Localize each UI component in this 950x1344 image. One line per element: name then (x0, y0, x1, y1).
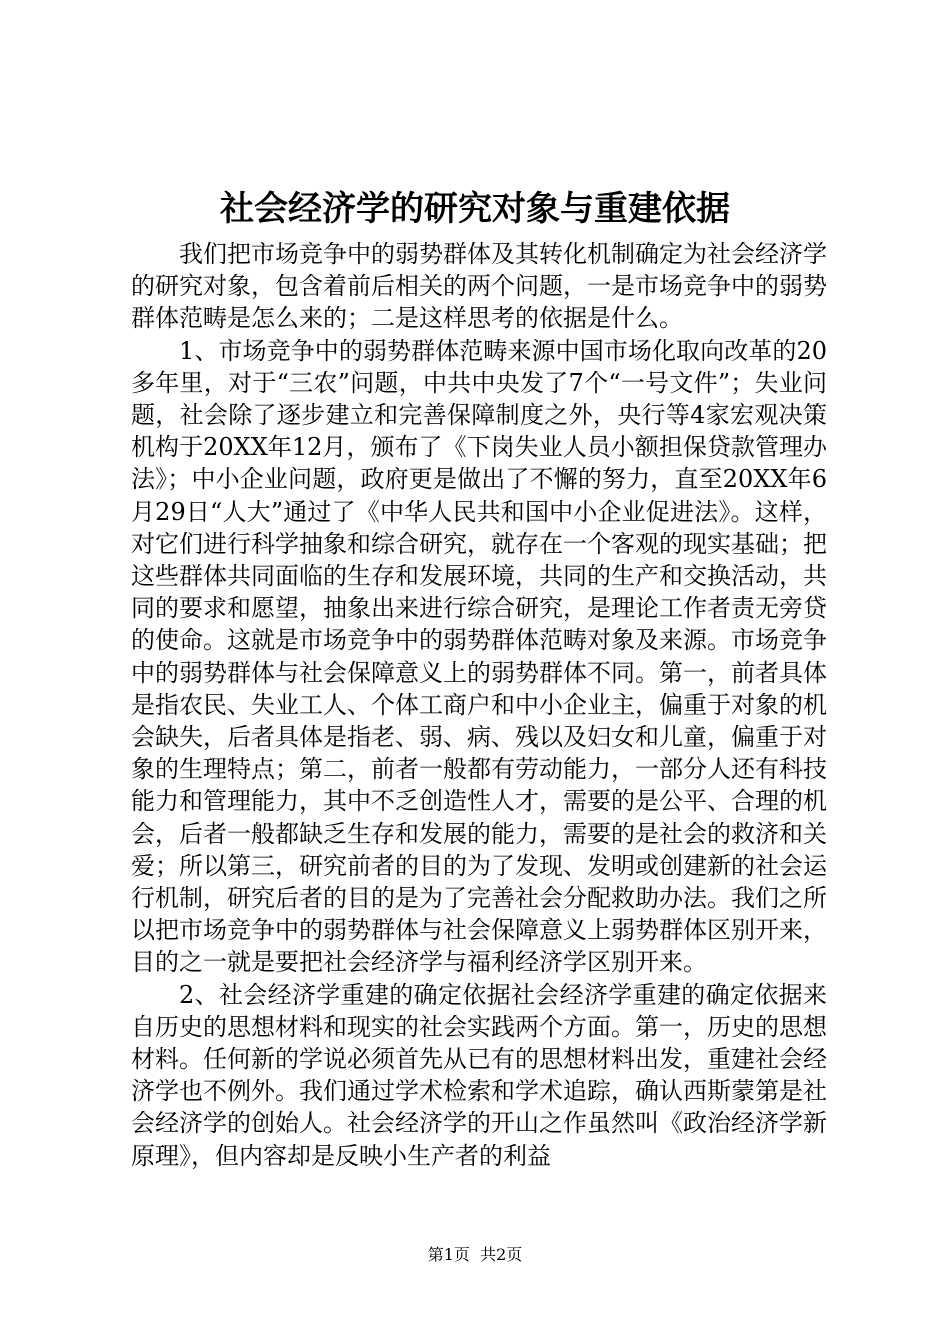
page-number: 第1页 (427, 1245, 470, 1264)
page-footer (0, 1244, 950, 1266)
footer-spacer (470, 1245, 480, 1264)
paragraph-section-1: 1、市场竞争中的弱势群体范畴来源中国市场化取向改革的20多年里，对于“三农”问题，中共中央发了7个“一号文件”；失业问题，社会除了逐步建立和完善保障制度之外，央行等4家宏观决策机构于20XX年12月，颁布了《下岗失业人员小额担保贷款管理办法》；中小企业问题，政府更是做出了不懈的努力，直至20XX年6月29日“人大”通过了《中华人民共和国中小企业促进法》。这样，对它们进行科学抽象和综合研究，就存在一个客观的现实基础；把这些群体共同面临的生存和发展环境，共同的生产和交换活动，共同的要求和愿望，抽象出来进行综合研究，是理论工作者责无旁贷的使命。这就是市场竞争中的弱势群体范畴对象及来源。市场竞争中的弱势群体与社会保障意义上的弱势群体不同。第一，前者具体是指农民、失业工人、个体工商户和中小企业主，偏重于对象的机会缺失，后者具体是指老、弱、病、残以及妇女和儿童，偏重于对象的生理特点；第二，前者一般都有劳动能力，一部分人还有科技能力和管理能力，其中不乏创造性人才，需要的是公平、合理的机会，后者一般都缺乏生存和发展的能力，需要的是社会的救济和关爱；所以第三，研究前者的目的为了发现、发明或创建新的社会运行机制，研究后者的目的是为了完善社会分配救助办法。我们之所以把市场竞争中的弱势群体与社会保障意义上弱势群体区别开来，目的之一就是要把社会经济学与福利经济学区别开来。 (131, 336, 827, 977)
total-pages: 共2页 (480, 1245, 523, 1264)
document-body (131, 238, 827, 1172)
document-title: 社会经济学的研究对象与重建依据 (220, 189, 730, 229)
paragraph-section-2: 2、社会经济学重建的确定依据社会经济学重建的确定依据来自历史的思想材料和现实的社会实践两个方面。第一，历史的思想材料。任何新的学说必须首先从已有的思想材料出发，重建社会经济学也不例外。我们通过学术检索和学术追踪，确认西斯蒙第是社会经济学的创始人。社会经济学的开山之作虽然叫《政治经济学新原理》，但内容却是反映小生产者的利益 (131, 980, 827, 1170)
paragraph-intro: 我们把市场竞争中的弱势群体及其转化机制确定为社会经济学的研究对象，包含着前后相关的两个问题，一是市场竞争中的弱势群体范畴是怎么来的；二是这样思考的依据是什么。 (131, 240, 827, 333)
